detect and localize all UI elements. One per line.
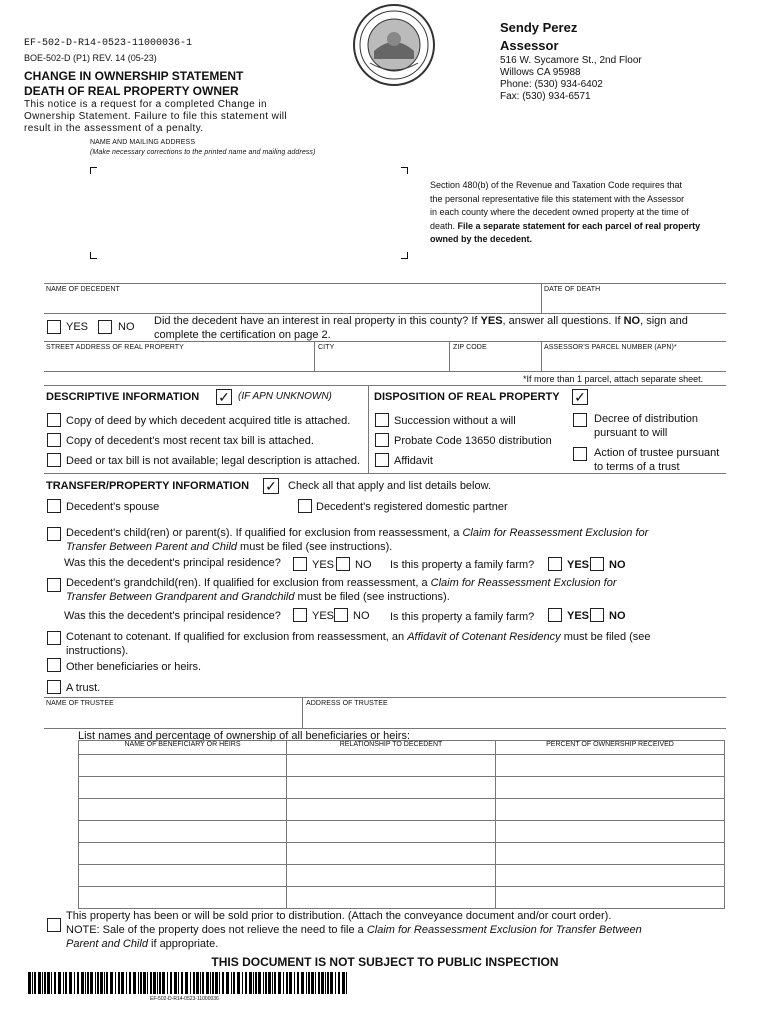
barcode-bar — [138, 972, 139, 994]
decedent-name-label: NAME OF DECEDENT — [46, 286, 120, 293]
table-cell[interactable] — [79, 865, 287, 887]
barcode-bar — [181, 972, 183, 994]
transfer-instruction: Check all that apply and list details below. — [288, 480, 492, 492]
barcode-bar — [268, 972, 271, 994]
table-cell[interactable] — [287, 843, 496, 865]
barcode-bar — [286, 972, 288, 994]
assessor-address2: Willows CA 95988 — [500, 67, 581, 78]
table-cell[interactable] — [287, 887, 496, 909]
barcode-bar — [342, 972, 345, 994]
table-cell[interactable] — [287, 799, 496, 821]
section-480-notice: Section 480(b) of the Revenue and Taxation Code requires that the personal representative file this statement with the Assessor in each county where the decedent owned property at the time of death. File a separate statement for each parcel of real property owned by the decedent. — [430, 180, 701, 244]
barcode-bar — [245, 972, 247, 994]
address-corner-bl — [90, 252, 97, 259]
principal-residence-no-label-2: NO — [353, 610, 370, 622]
rule — [449, 341, 450, 371]
barcode-bar — [338, 972, 340, 994]
assessor-fax: Fax: (530) 934-6571 — [500, 91, 591, 102]
cotenant-line1: Cotenant to cotenant. If qualified for exclusion from reassessment, an Affidavit of Cotenant Residency must be filed (see — [66, 631, 651, 643]
domestic-partner-checkbox[interactable] — [298, 499, 312, 513]
barcode-bar — [162, 972, 165, 994]
table-cell[interactable] — [79, 755, 287, 777]
barcode-bar — [233, 972, 235, 994]
trustee-action-checkbox[interactable] — [573, 447, 587, 461]
rule — [44, 697, 726, 698]
child-parent-line1: Decedent's child(ren) or parent(s). If qualified for exclusion from reassessment, a Claim for Reassessment Exclusion for — [66, 527, 649, 539]
barcode-bar — [47, 972, 50, 994]
affidavit-checkbox[interactable] — [375, 453, 389, 467]
barcode-bar — [306, 972, 307, 994]
spouse-label: Decedent's spouse — [66, 501, 160, 513]
barcode-bar — [106, 972, 108, 994]
barcode-icon — [28, 972, 350, 994]
table-cell[interactable] — [79, 887, 287, 909]
beneficiaries-table — [78, 740, 725, 909]
transfer-heading: TRANSFER/PROPERTY INFORMATION — [46, 480, 250, 492]
barcode-bar — [32, 972, 33, 994]
barcode-bar — [77, 972, 79, 994]
deed-copy-checkbox[interactable] — [47, 413, 61, 427]
street-address-label: STREET ADDRESS OF REAL PROPERTY — [46, 344, 184, 351]
barcode-bar — [196, 972, 199, 994]
barcode-bar — [115, 972, 116, 994]
barcode-bar — [258, 972, 261, 994]
barcode-bar — [219, 972, 220, 994]
barcode-bar — [202, 972, 204, 994]
probate-label: Probate Code 13650 distribution — [394, 435, 552, 447]
tax-bill-label: Copy of decedent's most recent tax bill is attached. — [66, 435, 314, 447]
family-farm-yes-label-2: YES — [567, 610, 590, 622]
assessor-title: Assessor — [500, 38, 559, 53]
col-header-relationship: RELATIONSHIP TO DECEDENT — [287, 741, 496, 755]
sold-property-label: This property has been or will be sold prior to distribution. (Attach the conveyance document and/or court order). — [66, 910, 612, 922]
barcode-bar — [335, 972, 336, 994]
barcode-bar — [118, 972, 120, 994]
table-cell[interactable] — [287, 777, 496, 799]
succession-label: Succession without a will — [394, 415, 516, 427]
barcode-bar — [178, 972, 179, 994]
barcode-bar — [263, 972, 264, 994]
notice-line2: Ownership Statement. Failure to file this statement will — [24, 111, 288, 122]
family-farm-yes-checkbox-2[interactable] — [548, 608, 562, 622]
rule — [314, 341, 315, 371]
barcode-bar — [81, 972, 84, 994]
apn-label: ASSESSOR'S PARCEL NUMBER (APN)* — [544, 344, 677, 351]
barcode-bar — [34, 972, 36, 994]
sale-note-line1: NOTE: Sale of the property does not relieve the need to file a Claim for Reassessment Exclusion for Transfer Between — [66, 924, 642, 936]
decree-checkbox[interactable] — [573, 413, 587, 427]
transfer-check-icon: ✓ — [263, 478, 279, 494]
notice-line3: result in the assessment of a penalty. — [24, 123, 204, 134]
barcode-bar — [222, 972, 224, 994]
barcode-bar — [157, 972, 158, 994]
barcode-bar — [226, 972, 229, 994]
principal-residence-yes-checkbox-1[interactable] — [293, 557, 307, 571]
barcode-bar — [90, 972, 93, 994]
descriptive-check-icon: ✓ — [216, 389, 232, 405]
legal-description-label: Deed or tax bill is not available; legal description is attached. — [66, 455, 361, 467]
barcode-bar — [51, 972, 52, 994]
grandchild-line2: Transfer Between Grandparent and Grandchild must be filed (see instructions). — [66, 591, 450, 603]
barcode-bar — [159, 972, 161, 994]
zip-label: ZIP CODE — [453, 344, 487, 351]
barcode-bar — [42, 972, 43, 994]
family-farm-yes-checkbox-1[interactable] — [548, 557, 562, 571]
rule — [541, 283, 542, 313]
barcode-bar — [346, 972, 347, 994]
barcode-text: EF-502-D-R14-0523-11000036 — [150, 996, 219, 1002]
principal-residence-no-label-1: NO — [355, 559, 372, 571]
barcode-bar — [170, 972, 172, 994]
apn-unknown-note: (IF APN UNKNOWN) — [238, 391, 332, 402]
probate-checkbox[interactable] — [375, 433, 389, 447]
barcode-bar — [315, 972, 316, 994]
barcode-bar — [54, 972, 56, 994]
barcode-bar — [212, 972, 214, 994]
barcode-bar — [301, 972, 304, 994]
tax-bill-checkbox[interactable] — [47, 433, 61, 447]
name-address-label: NAME AND MAILING ADDRESS — [90, 139, 196, 146]
trustee-name-label: NAME OF TRUSTEE — [46, 700, 114, 707]
barcode-bar — [311, 972, 314, 994]
barcode-bar — [126, 972, 127, 994]
table-cell[interactable] — [287, 865, 496, 887]
city-label: CITY — [318, 344, 335, 351]
col-header-percent: PERCENT OF OWNERSHIP RECEIVED — [496, 741, 725, 755]
rule — [44, 385, 726, 386]
barcode-bar — [65, 972, 67, 994]
barcode-bar — [321, 972, 324, 994]
grandchild-checkbox[interactable] — [47, 578, 61, 592]
spouse-checkbox[interactable] — [47, 499, 61, 513]
rule — [44, 371, 726, 372]
trustee-address-label: ADDRESS OF TRUSTEE — [306, 700, 388, 707]
barcode-bar — [278, 972, 281, 994]
barcode-bar — [255, 972, 257, 994]
barcode-bar — [147, 972, 148, 994]
barcode-bar — [129, 972, 131, 994]
table-row — [79, 755, 725, 777]
principal-residence-no-checkbox-2[interactable] — [334, 608, 348, 622]
address-corner-br — [401, 252, 408, 259]
trust-checkbox[interactable] — [47, 680, 61, 694]
interest-no-checkbox[interactable] — [98, 320, 112, 334]
principal-residence-no-checkbox-1[interactable] — [336, 557, 350, 571]
barcode-bar — [327, 972, 329, 994]
child-parent-line2: Transfer Between Parent and Child must be filed (see instructions). — [66, 541, 393, 553]
cotenant-line2: instructions). — [66, 645, 129, 657]
barcode-bar — [87, 972, 89, 994]
principal-residence-yes-checkbox-2[interactable] — [293, 608, 307, 622]
barcode-bar — [110, 972, 113, 994]
apn-note: *If more than 1 parcel, attach separate sheet. — [523, 374, 704, 384]
rule — [44, 341, 726, 342]
sale-note-line2: Parent and Child if appropriate. — [66, 938, 219, 950]
decree-label-line2: pursuant to will — [594, 427, 668, 439]
barcode-bar — [265, 972, 267, 994]
table-cell[interactable] — [79, 843, 287, 865]
table-cell[interactable] — [287, 755, 496, 777]
rule — [368, 385, 369, 473]
barcode-bar — [297, 972, 299, 994]
table-row — [79, 821, 725, 843]
barcode-bar — [231, 972, 232, 994]
cotenant-checkbox[interactable] — [47, 631, 61, 645]
public-inspection-notice: THIS DOCUMENT IS NOT SUBJECT TO PUBLIC INSPECTION — [211, 955, 559, 969]
form-title-line1: CHANGE IN OWNERSHIP STATEMENT — [24, 69, 244, 83]
family-farm-no-checkbox-1[interactable] — [590, 557, 604, 571]
assessor-phone: Phone: (530) 934-6402 — [500, 79, 603, 90]
family-farm-no-label-1: NO — [609, 559, 626, 571]
form-title-line2: DEATH OF REAL PROPERTY OWNER — [24, 84, 239, 98]
barcode-bar — [63, 972, 64, 994]
barcode-bar — [242, 972, 243, 994]
sold-property-checkbox[interactable] — [47, 918, 61, 932]
barcode-bar — [69, 972, 72, 994]
interest-question: Did the decedent have an interest in real property in this county? If YES, answer all questions. If NO, sign and — [154, 315, 688, 327]
principal-residence-question-2: Was this the decedent's principal residence? — [64, 610, 281, 622]
form-code: EF-502-D-R14-0523-11000036-1 — [24, 38, 193, 49]
principal-residence-yes-label-2: YES — [312, 610, 335, 622]
legal-description-checkbox[interactable] — [47, 453, 61, 467]
barcode-bar — [95, 972, 96, 994]
address-corner-tl — [90, 167, 97, 174]
barcode-bar — [289, 972, 292, 994]
decree-label-line1: Decree of distribution — [594, 413, 698, 425]
child-parent-checkbox[interactable] — [47, 527, 61, 541]
barcode-bar — [167, 972, 168, 994]
barcode-bar — [249, 972, 252, 994]
table-cell[interactable] — [79, 799, 287, 821]
table-cell[interactable] — [79, 777, 287, 799]
barcode-bar — [133, 972, 136, 994]
barcode-bar — [283, 972, 284, 994]
principal-residence-yes-label-1: YES — [312, 559, 335, 571]
barcode-bar — [174, 972, 177, 994]
table-cell[interactable] — [496, 843, 725, 865]
form-revision: BOE-502-D (P1) REV. 14 (05-23) — [24, 53, 157, 63]
disposition-check-icon: ✓ — [572, 389, 588, 405]
notice-line1: This notice is a request for a completed Change in — [24, 99, 267, 110]
barcode-bar — [308, 972, 310, 994]
barcode-bar — [44, 972, 46, 994]
barcode-bar — [294, 972, 295, 994]
table-cell[interactable] — [79, 821, 287, 843]
barcode-bar — [150, 972, 152, 994]
barcode-bar — [74, 972, 75, 994]
rule — [302, 697, 303, 728]
barcode-bar — [206, 972, 209, 994]
trustee-action-line1: Action of trustee pursuant — [594, 447, 720, 459]
family-farm-question-2: Is this property a family farm? — [390, 611, 535, 623]
beneficiaries-intro: List names and percentage of ownership of all beneficiaries or heirs: — [78, 730, 411, 742]
barcode-bar — [97, 972, 99, 994]
barcode-bar — [318, 972, 320, 994]
barcode-bar — [85, 972, 86, 994]
barcode-bar — [215, 972, 218, 994]
barcode-bar — [325, 972, 326, 994]
barcode-bar — [143, 972, 146, 994]
table-row — [79, 777, 725, 799]
barcode-bar — [28, 972, 31, 994]
table-row — [79, 843, 725, 865]
table-row — [79, 887, 725, 909]
table-cell[interactable] — [287, 821, 496, 843]
barcode-bar — [140, 972, 142, 994]
other-beneficiaries-label: Other beneficiaries or heirs. — [66, 661, 202, 673]
affidavit-label: Affidavit — [394, 455, 433, 467]
table-cell[interactable] — [496, 887, 725, 909]
interest-no-label: NO — [118, 321, 135, 333]
interest-question-line2: complete the certification on page 2. — [154, 329, 331, 341]
barcode-bar — [272, 972, 273, 994]
barcode-bar — [193, 972, 195, 994]
family-farm-no-checkbox-2[interactable] — [590, 608, 604, 622]
deed-copy-label: Copy of deed by which decedent acquired title is attached. — [66, 415, 351, 427]
table-cell[interactable] — [496, 755, 725, 777]
disposition-heading: DISPOSITION OF REAL PROPERTY — [374, 391, 560, 403]
col-header-name: NAME OF BENEFICIARY OR HEIRS — [79, 741, 287, 755]
barcode-bar — [237, 972, 240, 994]
barcode-bar — [210, 972, 211, 994]
barcode-bar — [330, 972, 333, 994]
family-farm-yes-label-1: YES — [567, 559, 590, 571]
family-farm-no-label-2: NO — [609, 610, 626, 622]
table-row — [79, 865, 725, 887]
table-cell[interactable] — [496, 865, 725, 887]
barcode-bar — [253, 972, 254, 994]
trust-label: A trust. — [66, 682, 101, 694]
grandchild-line1: Decedent's grandchild(ren). If qualified for exclusion from reassessment, a Claim for Reassessment Exclusion for — [66, 577, 617, 589]
rule — [44, 283, 726, 284]
address-corner-tr — [401, 167, 408, 174]
table-cell[interactable] — [496, 777, 725, 799]
descriptive-heading: DESCRIPTIVE INFORMATION — [46, 391, 200, 403]
date-of-death-label: DATE OF DEATH — [544, 286, 601, 293]
table-row — [79, 799, 725, 821]
barcode-bar — [58, 972, 61, 994]
principal-residence-question-1: Was this the decedent's principal residence? — [64, 557, 281, 569]
rule — [44, 473, 726, 474]
county-seal-icon — [352, 3, 436, 87]
barcode-bar — [121, 972, 124, 994]
barcode-bar — [153, 972, 156, 994]
interest-yes-checkbox[interactable] — [47, 320, 61, 334]
barcode-bar — [38, 972, 41, 994]
rule — [541, 341, 542, 371]
other-beneficiaries-checkbox[interactable] — [47, 658, 61, 672]
assessor-address1: 516 W. Sycamore St., 2nd Floor — [500, 55, 642, 66]
table-cell[interactable] — [496, 821, 725, 843]
table-cell[interactable] — [496, 799, 725, 821]
interest-yes-label: YES — [66, 321, 89, 333]
barcode-bar — [274, 972, 276, 994]
barcode-bar — [100, 972, 103, 994]
assessor-name: Sendy Perez — [500, 20, 578, 35]
succession-checkbox[interactable] — [375, 413, 389, 427]
barcode-bar — [185, 972, 188, 994]
rule — [44, 728, 726, 729]
barcode-bar — [200, 972, 201, 994]
family-farm-question-1: Is this property a family farm? — [390, 559, 535, 571]
name-address-note: (Make necessary corrections to the printed name and mailing address) — [90, 149, 316, 156]
barcode-bar — [104, 972, 105, 994]
barcode-bar — [190, 972, 191, 994]
domestic-partner-label: Decedent's registered domestic partner — [316, 501, 508, 513]
trustee-action-line2: to terms of a trust — [594, 461, 680, 473]
